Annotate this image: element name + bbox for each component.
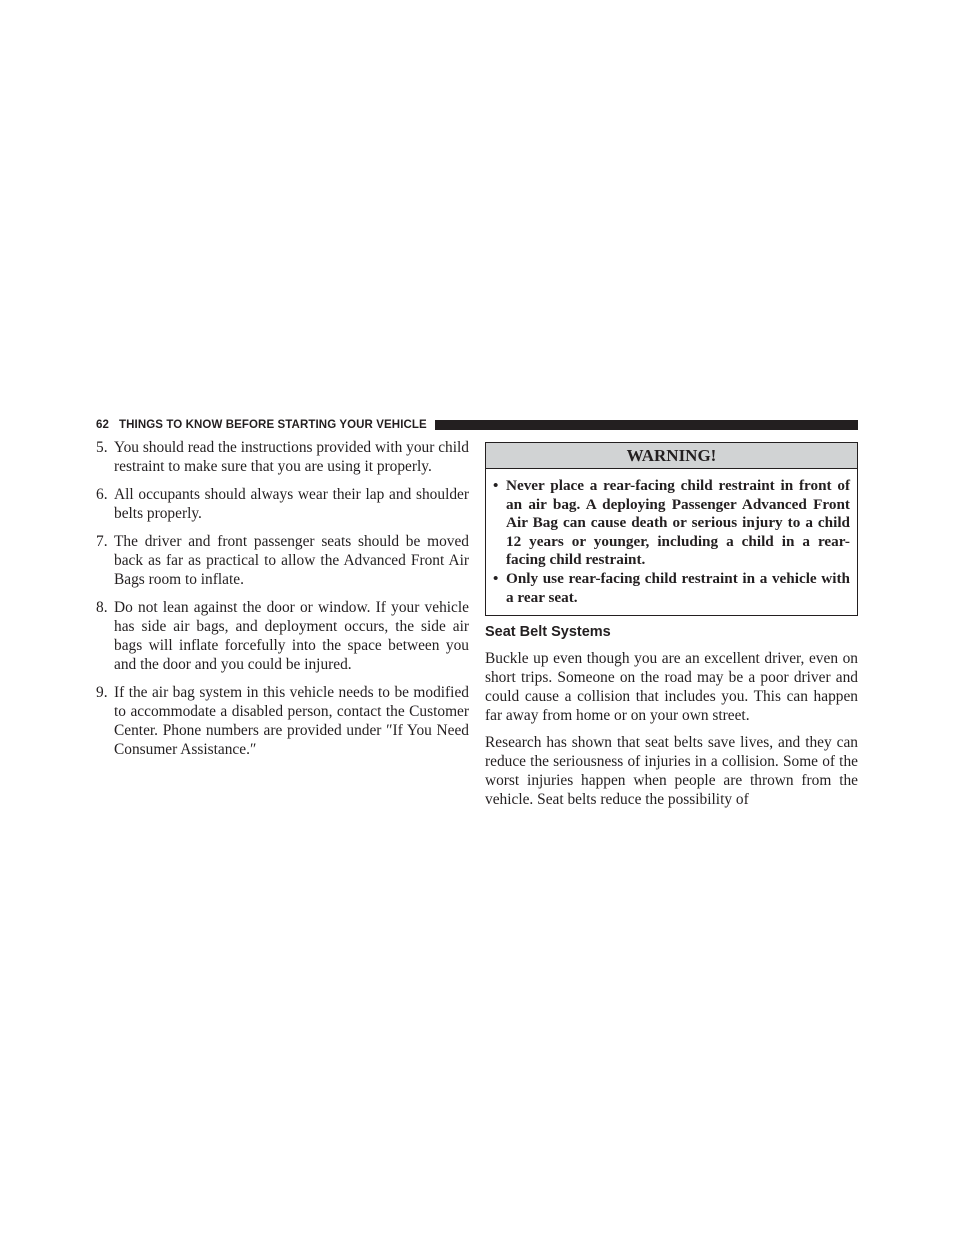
bullet-icon: • — [493, 569, 499, 587]
list-item — [96, 598, 469, 674]
warning-item — [493, 477, 850, 570]
list-item — [96, 485, 469, 523]
section-heading: Seat Belt Systems — [485, 624, 611, 641]
list-item-text: If the air bag system in this vehicle needs to be modified to accommodate a disabled person, contact the Customer Center. Phone numbers are provided under ″If You Need Consumer Assistance.″ — [114, 684, 469, 758]
list-item-text: You should read the instructions provided with your child restraint to make sure that you are using it properly. — [114, 439, 469, 475]
list-item-text: The driver and front passenger seats should be moved back as far as practical to allow the Advanced Front Air Bags room to inflate. — [114, 533, 469, 588]
page-number: 62 — [96, 419, 109, 431]
list-item-number: 9. — [96, 684, 108, 701]
bullet-icon: • — [493, 477, 499, 494]
warning-item — [493, 570, 850, 607]
list-item-number: 7. — [96, 533, 108, 550]
header-rule-bar — [435, 420, 858, 430]
page-header — [96, 417, 858, 433]
section-title: THINGS TO KNOW BEFORE STARTING YOUR VEHICLE — [119, 419, 427, 431]
body-paragraph: Research has shown that seat belts save lives, and they can reduce the seriousness of injuries in a collision. Some of the worst injuries happen when people are thrown from the vehicle. Seat belts reduce the possibility of — [485, 734, 858, 809]
list-item-number: 8. — [96, 599, 108, 616]
right-column — [485, 442, 858, 817]
list-item — [96, 683, 469, 759]
warning-box — [485, 442, 858, 616]
list-item — [96, 532, 469, 589]
left-column — [96, 438, 469, 768]
list-item-number: 6. — [96, 486, 108, 503]
warning-item-text: Only use rear-facing child restraint in a vehicle with a rear seat. — [506, 569, 850, 606]
body-paragraph: Buckle up even though you are an excellent driver, even on short trips. Someone on the road may be a poor driver and could cause a collision that includes you. This can happen far away from home or on your own street. — [485, 650, 858, 725]
warning-body — [486, 469, 857, 615]
header-text — [96, 419, 427, 431]
warning-title: WARNING! — [486, 443, 857, 469]
list-item-text: Do not lean against the door or window. If your vehicle has side air bags, and deployment occurs, the side air bags will inflate forcefully into the space between you and the door and you could be injured. — [114, 599, 469, 673]
list-item-number: 5. — [96, 439, 108, 456]
list-item — [96, 438, 469, 476]
warning-item-text: Never place a rear-facing child restraint in front of an air bag. A deploying Passenger Advanced Front Air Bag can cause death or serious injury to a child 12 years or younger, including a child in a rear-facing child restraint. — [506, 477, 850, 569]
list-item-text: All occupants should always wear their lap and shoulder belts properly. — [114, 486, 469, 522]
